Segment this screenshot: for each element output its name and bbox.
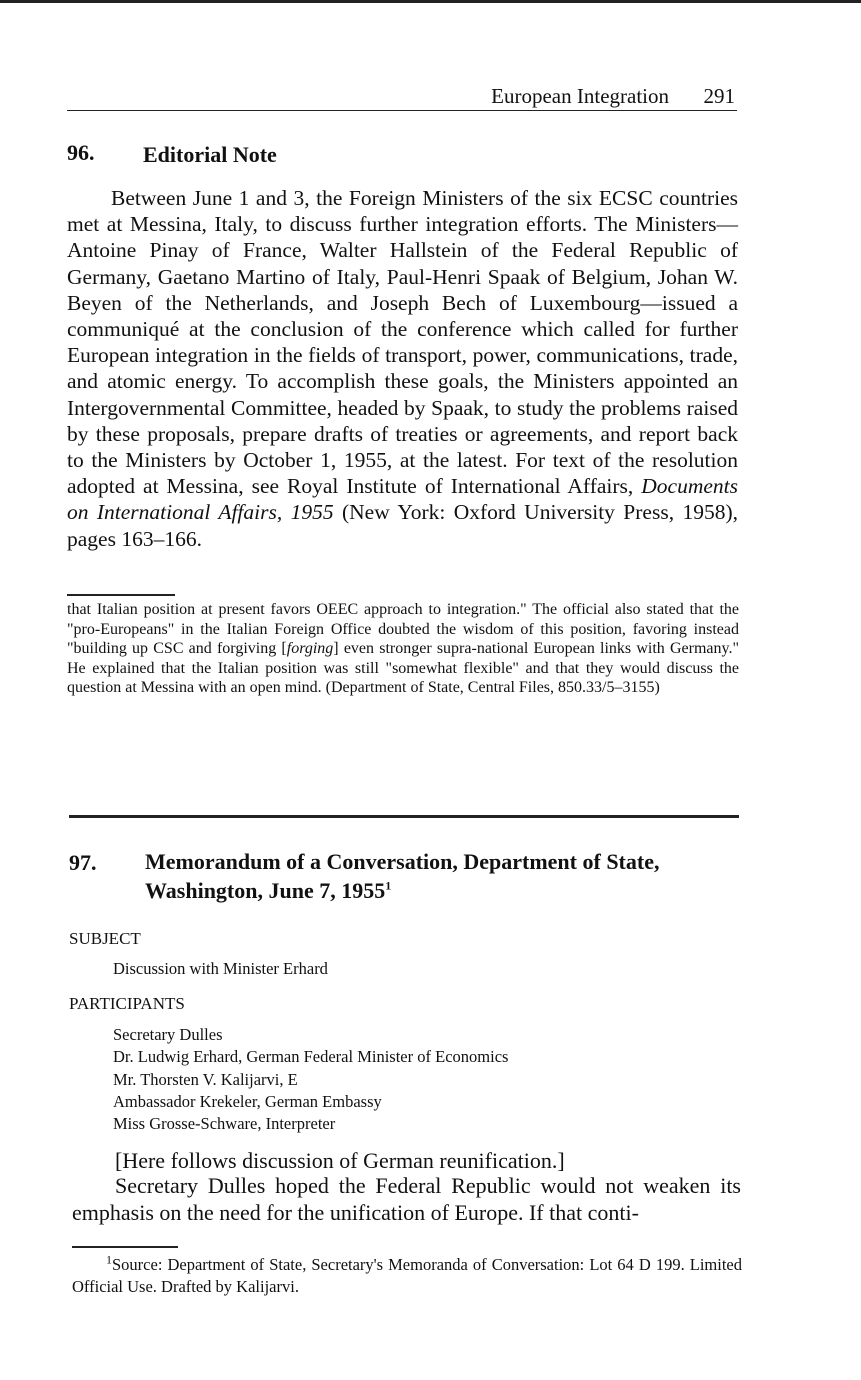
participant-item: Mr. Thorsten V. Kalijarvi, E [113,1069,298,1089]
section-divider-rule [69,815,739,818]
source-footnote-text: Source: Department of State, Secretary's Memoranda of Conversation: Lot 64 D 199. Limited Official Use. Drafted by Kalijarvi. [72,1255,742,1296]
participant-item: Ambassador Krekeler, German Embassy [113,1091,382,1111]
participant-item: Secretary Dulles [113,1025,223,1044]
editorial-note-text-end: (New York: Oxford University Press, 1958), pages 163–166. [67,500,738,551]
participants-label: PARTICIPANTS [69,994,185,1013]
editorial-note-text: Between June 1 and 3, the Foreign Ministers of the six ECSC countries met at Messina, Italy, to discuss further integration efforts. The Ministers—Antoine Pinay of France, Walter Hallstein of the Federal Republic of Germany, Gaetano Martino of Italy, Paul-Henri Spaak of Belgium, Johan W. Beyen of the Netherlands, and Joseph Bech of Luxembourg—issued a communiqué at the conclusion of the conference which called for further European integration in the fields of transport, power, communications, trade, and atomic energy. To accomplish these goals, the Ministers appointed an Intergovernmental Committee, headed by Spaak, to study the problems raised by these proposals, prepare drafts of treaties or agreements, and report back to the Ministers by October 1, 1955, at the latest. For text of the resolution adopted at Messina, see Royal Institute of International Affairs, [67,186,738,499]
continued-footnote: that Italian position at present favors OEEC approach to integration." The official also stated that the "pro-Europeans" in the Italian Foreign Office doubted the wisdom of this position, favoring instead "building up CSC and forgiving [forging] even stronger supra-national European links with Germany." He explained that the Italian position was still "somewhat flexible" and that they would discuss the question at Messina with an open mind. (Department of State, Central Files, 850.33/5–3155) [67,601,740,696]
section-97-title [145,847,659,905]
editorial-note-paragraph [67,185,738,552]
subject-label: SUBJECT [69,929,141,948]
top-border-rule [0,0,861,3]
section-97-title-line2: Washington, June 7, 1955 [145,878,386,903]
page-number: 291 [703,84,735,108]
running-header [67,84,737,111]
footnote-italic-word: forging [286,640,334,657]
editorial-note-citation: Documents on International Affairs, 1955 [67,474,738,525]
subject-value: Discussion with Minister Erhard [113,959,328,978]
footnote-rule-2 [72,1246,178,1248]
participants-list [113,1024,508,1135]
section-97-number: 97. [69,850,97,875]
participant-item: Dr. Ludwig Erhard, German Federal Minister of Economics [113,1047,509,1067]
running-header-title: European Integration [491,84,669,108]
footnote-rule [67,594,175,596]
memorandum-text: Secretary Dulles hoped the Federal Republic would not weaken its emphasis on the need for the unification of Europe. If that conti- [72,1173,741,1225]
bracketed-note: [Here follows discussion of German reunification.] [115,1148,565,1173]
section-97-title-line1: Memorandum of a Conversation, Department of State, [145,849,660,874]
participant-item: Miss Grosse-Schware, Interpreter [113,1114,336,1134]
section-96-title: Editorial Note [143,142,277,167]
section-96-number: 96. [67,140,95,165]
footnote-mark: 1 [106,1252,112,1267]
memorandum-paragraph [72,1173,741,1226]
title-footnote-mark: 1 [385,878,392,893]
source-footnote [72,1254,742,1298]
